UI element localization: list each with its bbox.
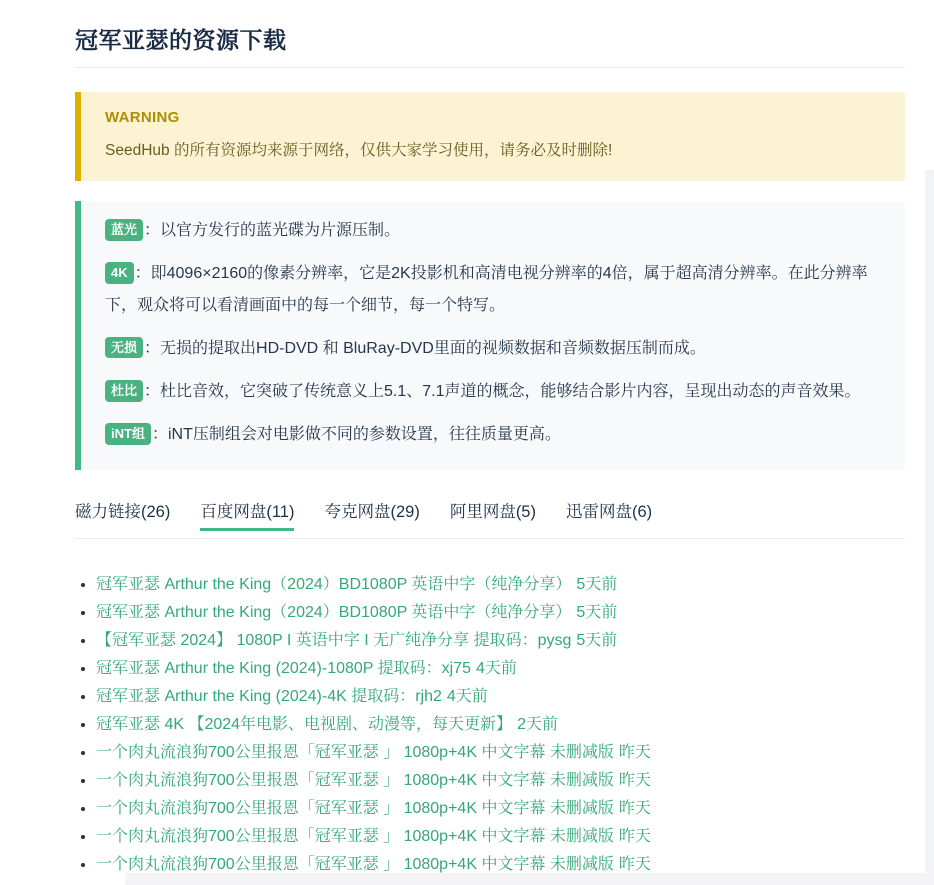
resource-link[interactable]: 一个肉丸流浪狗700公里报恩「冠军亚瑟 」 1080p+4K 中文字幕 未删减版 [96,800,614,818]
resource-link[interactable]: 一个肉丸流浪狗700公里报恩「冠军亚瑟 」 1080p+4K 中文字幕 未删减版 [96,828,614,846]
list-item [96,743,905,762]
badge-4k: 4K [105,262,134,284]
page-edge-bottom [125,873,934,885]
resource-date: 5天前 [576,576,618,594]
resource-date: 5天前 [576,604,618,622]
list-item [96,659,905,678]
list-item [96,603,905,622]
page-edge-right [925,170,934,873]
resource-link[interactable]: 【冠军亚瑟 2024】 1080P I 英语中字 I 无广纯净分享 提取码：pysg [96,632,572,650]
resource-link[interactable]: 一个肉丸流浪狗700公里报恩「冠军亚瑟 」 1080p+4K 中文字幕 未删减版 [96,856,614,874]
resource-link[interactable]: 冠军亚瑟 4K 【2024年电影、电视剧、动漫等，每天更新】 [96,716,513,734]
tip-row [105,333,881,364]
tab-magnet[interactable]: 磁力链接(26) [75,503,171,522]
resource-date: 昨天 [618,828,651,846]
tip-text: ：杜比音效，它突破了传统意义上5.1、7.1声道的概念，能够结合影片内容，呈现出动态的声音效果。 [144,383,861,400]
resource-link[interactable]: 冠军亚瑟 Arthur the King（2024）BD1080P 英语中字（纯净分享） [96,576,572,594]
list-item [96,799,905,818]
resource-date: 5天前 [576,632,618,650]
resource-link[interactable]: 冠军亚瑟 Arthur the King (2024)-4K 提取码：rjh2 [96,688,442,706]
list-item [96,631,905,650]
content [75,0,905,883]
badge-lossless: 无损 [105,337,143,359]
resource-link[interactable]: 冠军亚瑟 Arthur the King (2024)-1080P 提取码：xj75 [96,660,471,678]
resource-date: 昨天 [618,772,651,790]
page-title: 冠军亚瑟的资源下载 [75,22,905,68]
resource-date: 昨天 [618,744,651,762]
list-item [96,687,905,706]
resource-link[interactable]: 一个肉丸流浪狗700公里报恩「冠军亚瑟 」 1080p+4K 中文字幕 未删减版 [96,744,614,762]
badge-int-group: iNT组 [105,423,151,445]
list-item [96,575,905,594]
badge-blu-ray: 蓝光 [105,219,143,241]
resource-list [75,575,905,874]
tip-row [105,419,881,450]
tip-row [105,258,881,320]
tab-quark[interactable]: 夸克网盘(29) [324,503,420,522]
tip-text: ：iNT压制组会对电影做不同的参数设置，往往质量更高。 [151,426,561,444]
list-item [96,855,905,874]
badge-dolby: 杜比 [105,380,143,402]
list-item [96,827,905,846]
list-item [96,715,905,734]
divider [75,538,905,539]
tab-thunder[interactable]: 迅雷网盘(6) [565,503,653,522]
tab-baidu[interactable]: 百度网盘(11) [200,498,294,531]
tip-text: ：以官方发行的蓝光碟为片源压制。 [144,222,401,240]
resource-date: 昨天 [618,856,651,874]
resource-link[interactable]: 冠军亚瑟 Arthur the King（2024）BD1080P 英语中字（纯净分享） [96,604,572,622]
warning-text: SeedHub 的所有资源均来源于网络，仅供大家学习使用，请务必及时删除! [105,142,613,159]
tip-row [105,215,881,246]
tip-row [105,376,881,407]
tab-aliyun[interactable]: 阿里网盘(5) [449,503,536,522]
resource-date: 昨天 [618,800,651,818]
resource-date: 2天前 [517,716,558,734]
tip-text: ：即4096×2160的像素分辨率，它是2K投影机和高清电视分辨率的4倍，属于超高清分辨率。在此分辨率下，观众将可以看清画面中的每一个细节，每一个特写。 [105,265,868,314]
info-box [75,201,905,470]
tabs [75,498,905,531]
resource-link[interactable]: 一个肉丸流浪狗700公里报恩「冠军亚瑟 」 1080p+4K 中文字幕 未删减版 [96,772,614,790]
resource-date: 4天前 [475,660,517,678]
resource-date: 4天前 [446,688,488,706]
warning-box [75,92,905,181]
warning-title: WARNING [105,109,180,126]
tip-text: ：无损的提取出HD-DVD 和 BluRay-DVD里面的视频数据和音频数据压制而成。 [144,339,706,357]
list-item [96,771,905,790]
